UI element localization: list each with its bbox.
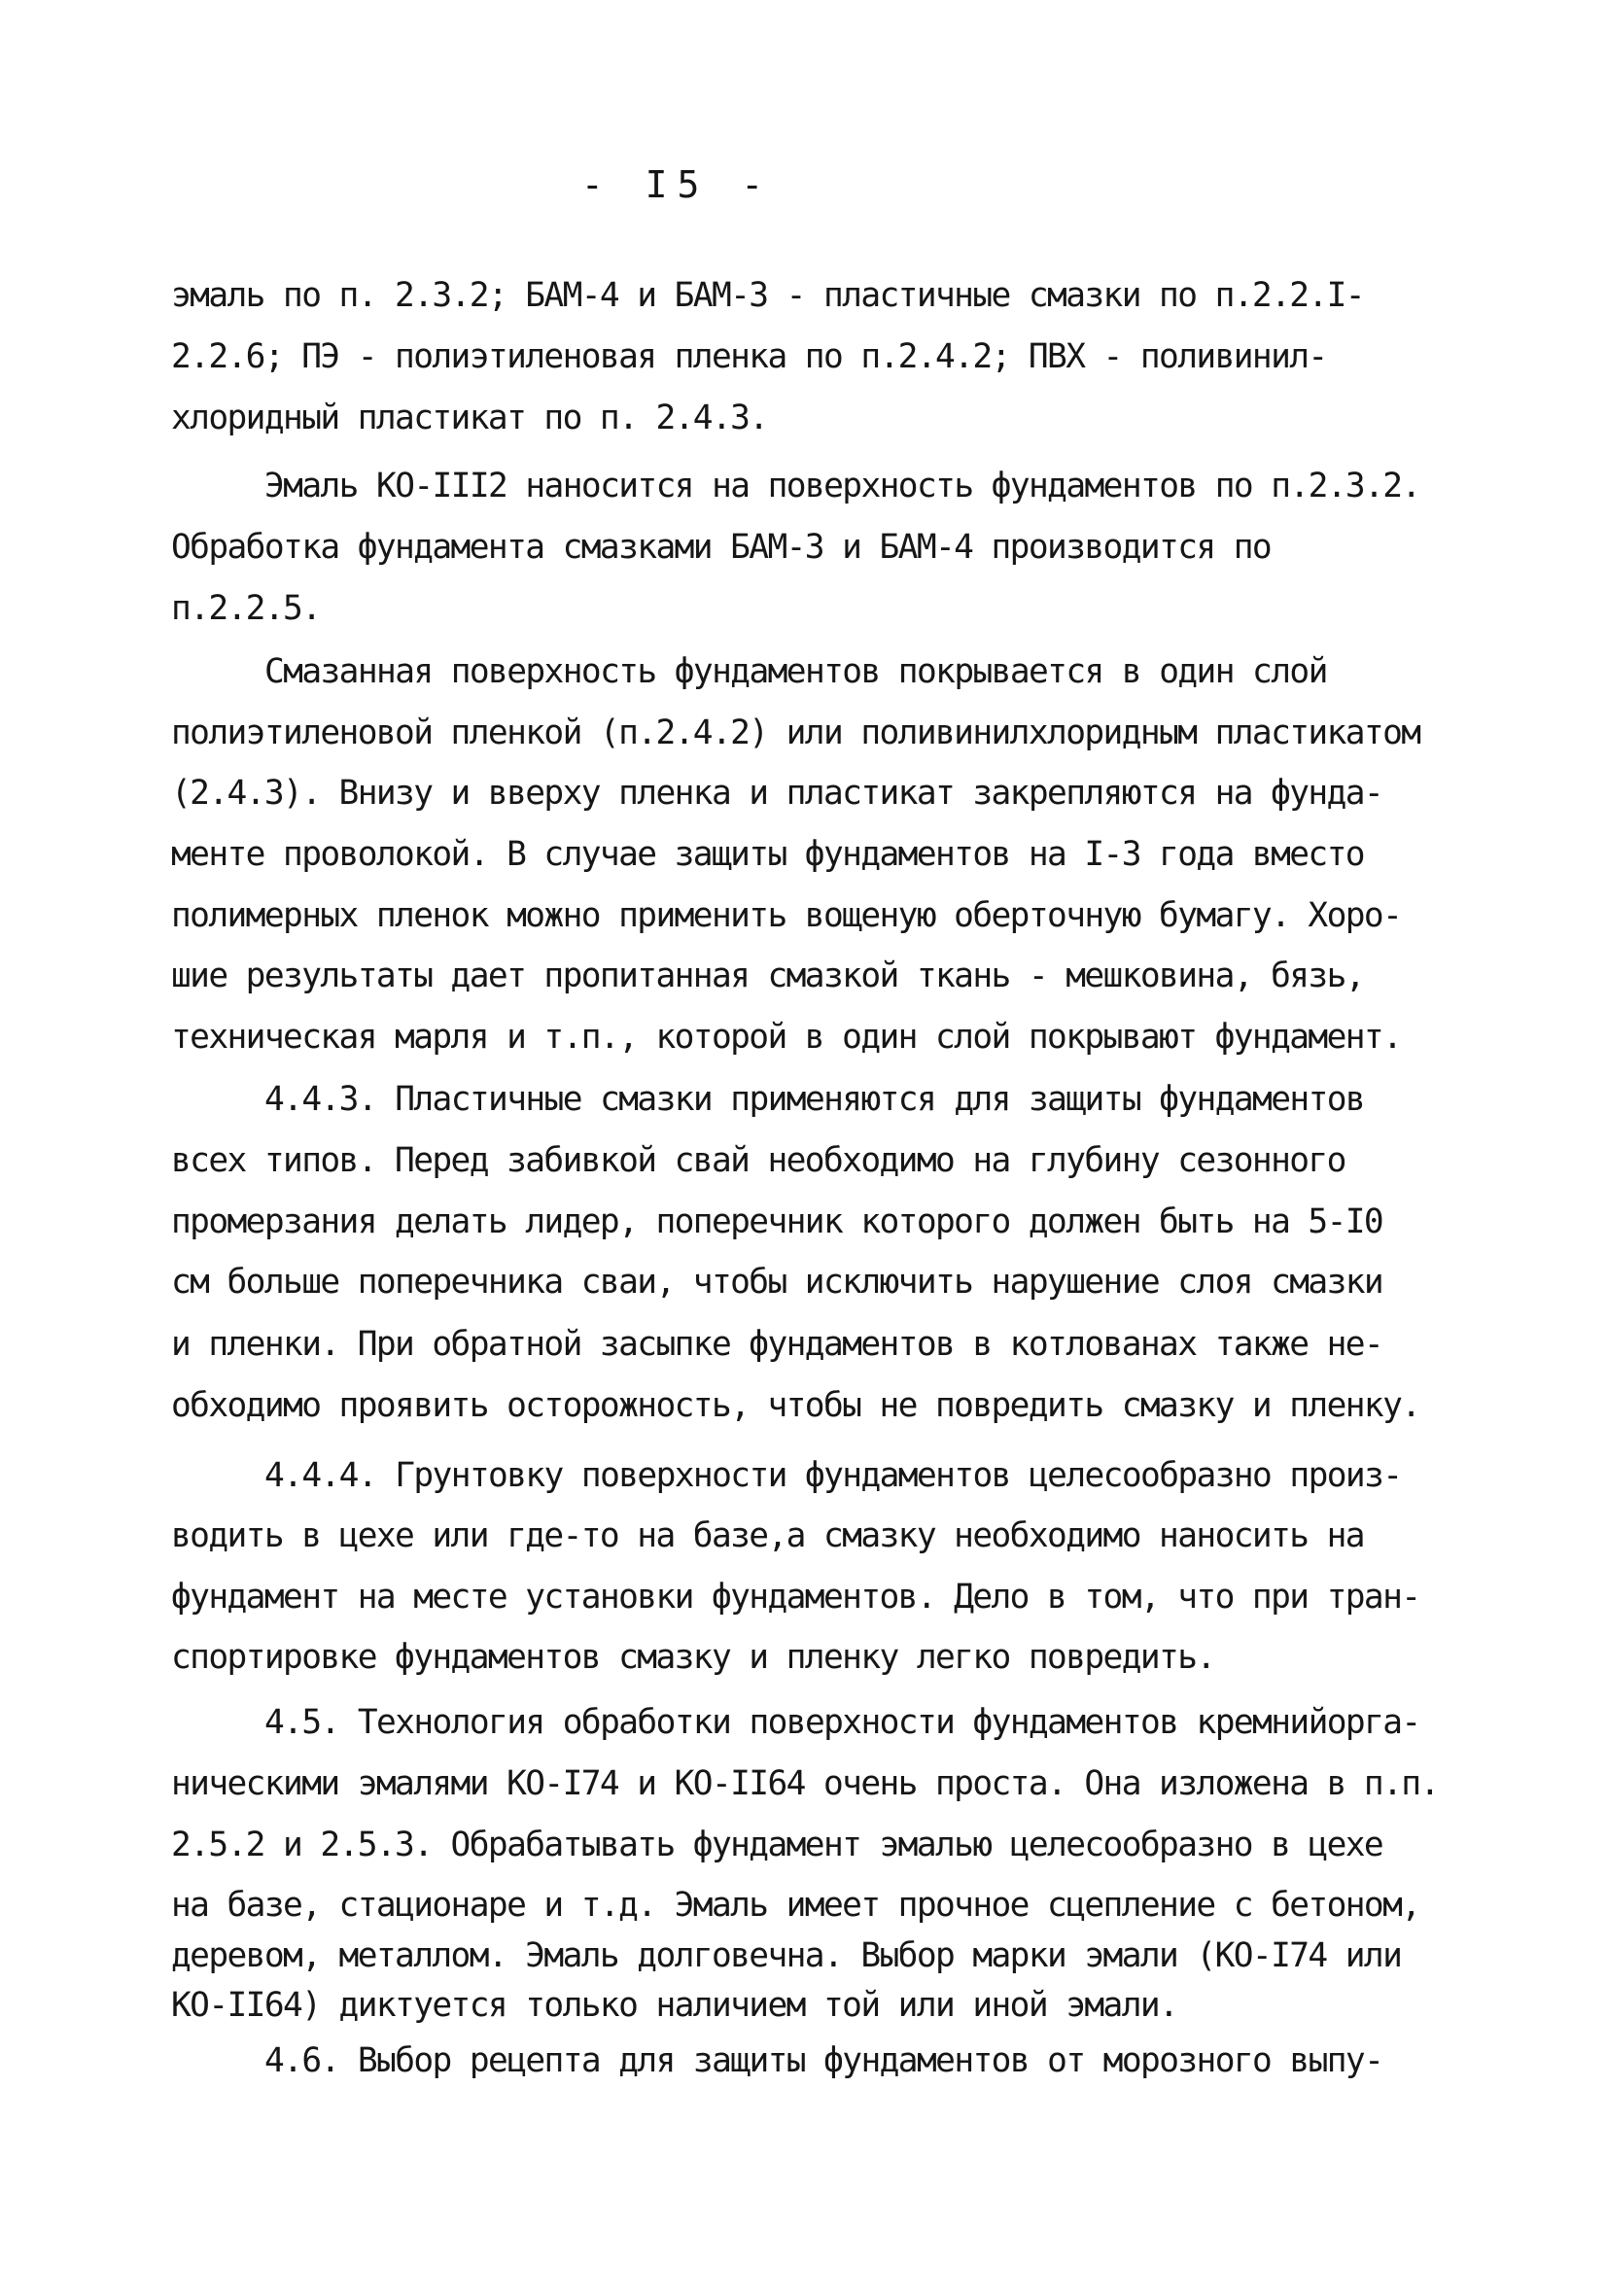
text-line: 4.5. Технология обработки поверхности фундаментов кремнийорга-	[264, 1703, 1420, 1742]
text-line: полиэтиленовой пленкой (п.2.4.2) или поливинилхлоридным пластикатом	[171, 713, 1420, 752]
text-line: фундамент на месте установки фундаментов. Дело в том, что при тран-	[171, 1578, 1420, 1617]
text-line: обходимо проявить осторожность, чтобы не повредить смазку и пленку.	[171, 1386, 1420, 1425]
text-line: Эмаль КО-III2 наносится на поверхность фундаментов по п.2.3.2.	[264, 467, 1420, 505]
text-line: деревом, металлом. Эмаль долговечна. Выбор марки эмали (КО-I74 или	[171, 1936, 1402, 1975]
text-line: КО-II64) диктуется только наличием той или иной эмали.	[171, 1986, 1178, 2025]
text-line: см больше поперечника сваи, чтобы исключить нарушение слоя смазки	[171, 1263, 1383, 1302]
text-line: п.2.2.5.	[171, 589, 321, 628]
text-line: 2.2.6; ПЭ - полиэтиленовая пленка по п.2.4.2; ПВХ - поливинил-	[171, 337, 1327, 376]
text-line: водить в цехе или где-то на базе,а смазку необходимо наносить на	[171, 1516, 1364, 1555]
text-line: на базе, стационаре и т.д. Эмаль имеет прочное сцепление с бетоном,	[171, 1886, 1420, 1925]
text-line: (2.4.3). Внизу и вверху пленка и пластикат закрепляются на фунда-	[171, 774, 1383, 813]
text-line: Обработка фундамента смазками БАМ-3 и БАМ-4 производится по	[171, 528, 1272, 567]
text-line: эмаль по п. 2.3.2; БАМ-4 и БАМ-3 - пластичные смазки по п.2.2.I-	[171, 276, 1364, 315]
text-line: 4.4.4. Грунтовку поверхности фундаментов целесообразно произ-	[264, 1456, 1402, 1495]
text-line: менте проволокой. В случае защиты фундаментов на I-3 года вместо	[171, 835, 1364, 874]
text-line: техническая марля и т.п., которой в один слой покрывают фундамент.	[171, 1018, 1402, 1057]
text-line: 4.4.3. Пластичные смазки применяются для защиты фундаментов	[264, 1080, 1365, 1119]
text-line: всех типов. Перед забивкой свай необходимо на глубину сезонного	[171, 1141, 1345, 1180]
text-line: 2.5.2 и 2.5.3. Обрабатывать фундамент эмалью целесообразно в цехе	[171, 1826, 1383, 1864]
text-line: Смазанная поверхность фундаментов покрывается в один слой	[264, 652, 1327, 691]
text-line: хлоридный пластикат по п. 2.4.3.	[171, 399, 768, 437]
text-line: полимерных пленок можно применить вощеную оберточную бумагу. Хоро-	[171, 896, 1402, 935]
text-line: шие результаты дает пропитанная смазкой ткань - мешковина, бязь,	[171, 957, 1364, 995]
text-line: спортировке фундаментов смазку и пленку легко повредить.	[171, 1638, 1215, 1677]
text-line: промерзания делать лидер, поперечник которого должен быть на 5-I0	[171, 1202, 1383, 1241]
text-line: 4.6. Выбор рецепта для защиты фундаментов от морозного выпу-	[264, 2041, 1383, 2080]
page-number: - I5 -	[580, 163, 774, 206]
text-line: ническими эмалями КО-I74 и КО-II64 очень проста. Она изложена в п.п.	[171, 1764, 1439, 1803]
text-line: и пленки. При обратной засыпке фундаментов в котлованах также не-	[171, 1325, 1383, 1364]
